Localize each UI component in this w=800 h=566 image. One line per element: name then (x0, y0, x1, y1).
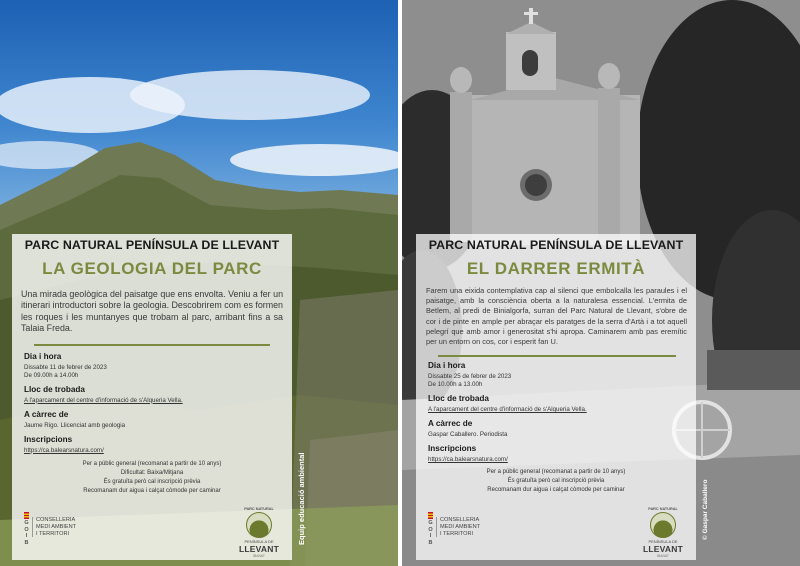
note-line: Recomanam dur aigua i calçat còmode per caminar (487, 487, 625, 494)
govern-logo (24, 512, 76, 546)
gov-letter: I (429, 533, 432, 540)
park-logo (640, 507, 686, 558)
guide-heading: A càrrec de (428, 419, 473, 429)
note-line: És gratuïta però cal inscripció prèvia (507, 478, 605, 485)
park-logo-name: LLEVANT (643, 544, 683, 554)
activity-description: Una mirada geològica del paisatge que ens envolta. Veniu a fer un itinerari introductori sobre la geologia. Descobrirem com es formen les roques i les muntanyes que trobam al parc, arribant fins a sa Talaia Freda. (21, 289, 283, 334)
note-line: Recomanam dur aigua i calçat còmode per caminar (83, 487, 221, 494)
gov-letter: B (24, 539, 29, 546)
time-value: De 10.00h a 13.00h (428, 381, 483, 389)
meeting-value: A l'aparcament del centre d'informació de s'Alqueria Vella. (24, 396, 183, 404)
activity-title: EL DARRER ERMITÀ (466, 259, 646, 278)
meeting-value: A l'aparcament del centre d'informació de s'Alqueria Vella. (428, 406, 587, 414)
poster-geologia (0, 0, 398, 566)
park-logo-sub: IBANAT (657, 554, 669, 558)
guide-heading: A càrrec de (24, 409, 69, 419)
note-line: Dificultat: Baixa/Mitjana (120, 469, 184, 476)
govern-letters (24, 512, 29, 546)
notes (416, 468, 696, 495)
gov-text-line: I TERRITORI (440, 530, 474, 537)
meeting-section (24, 385, 292, 404)
signup-link[interactable]: https://ca.balearsnatura.com/ (24, 446, 104, 454)
note-line: Per a públic general (recomanat a partir de 10 anys) (486, 469, 626, 476)
signup-section (428, 444, 696, 463)
govern-logo (428, 512, 480, 546)
signup-link[interactable]: https://ca.balearsnatura.com/ (428, 456, 508, 464)
signup-heading: Inscripcions (24, 434, 73, 444)
side-credit: © Gaspar Caballero (702, 479, 709, 540)
side-credit: Equip educació ambiental (297, 452, 306, 545)
gov-text-line: CONSELLERIA (440, 517, 480, 524)
meeting-heading: Lloc de trobada (24, 384, 85, 394)
park-emblem-icon (650, 512, 676, 538)
time-value: De 09.00h a 14.00h (24, 371, 79, 379)
note-line: Per a públic general (recomanat a partir de 10 anys) (82, 460, 222, 467)
park-title: PARC NATURAL PENÍNSULA DE LLEVANT (428, 238, 684, 252)
gov-letter: O (24, 526, 29, 533)
gov-text-line: MEDI AMBIENT (440, 523, 481, 530)
date-heading: Dia i hora (428, 361, 466, 371)
note-line: És gratuïta però cal inscripció prèvia (103, 478, 201, 485)
park-logo-top: PARC NATURAL (244, 507, 274, 511)
gov-letter: G (24, 520, 29, 527)
date-heading: Dia i hora (24, 351, 62, 361)
park-logo-top: PARC NATURAL (648, 507, 678, 511)
signup-heading: Inscripcions (428, 444, 477, 454)
meeting-heading: Lloc de trobada (428, 394, 489, 404)
gov-text-line: I TERRITORI (36, 530, 70, 537)
govern-letters (428, 512, 433, 546)
park-title: PARC NATURAL PENÍNSULA DE LLEVANT (24, 238, 280, 252)
park-logo-mid: PENÍNSULA DE (648, 539, 678, 544)
park-logo-sub: IBANAT (253, 554, 265, 558)
guide-value: Gaspar Caballero. Periodista (428, 431, 508, 439)
govern-text (436, 517, 480, 537)
gov-text-line: CONSELLERIA (36, 517, 76, 524)
park-emblem-icon (246, 512, 272, 538)
divider (438, 355, 676, 357)
park-logo-mid: PENÍNSULA DE (244, 539, 274, 544)
poster-ermita (402, 0, 800, 566)
divider (34, 344, 270, 346)
meeting-section (428, 394, 696, 413)
guide-value: Jaume Rigo. Llicenciat amb geologia (24, 421, 126, 429)
park-logo (236, 507, 282, 558)
gov-letter: I (25, 533, 28, 540)
date-section (428, 361, 696, 388)
gov-letter: O (428, 526, 433, 533)
activity-title: LA GEOLOGIA DEL PARC (42, 259, 262, 278)
date-section (24, 352, 292, 379)
date-value: Dissabte 11 de febrer de 2023 (24, 363, 107, 371)
date-value: Dissabte 25 de febrer de 2023 (428, 373, 512, 381)
park-logo-name: LLEVANT (239, 544, 279, 554)
activity-description: Farem una eixida contemplativa cap al silenci que embolcalla les paraules i el paisatge, amb la consciència oberta a la naturalesa essencial. L'ermita de Betlem, al predi de Binialgorfa, surran del Parc Natural de Llevant, s'obre de cor i de pinte en ample per abraçar els paratges de la serra d'Artà i a tot aquell pelegrí que amb amor i generositat s'hi apropa. Caminarem amb pas eremític per un entorn on cos, cor i esperit fan U. (426, 286, 687, 347)
flag-icon (24, 512, 29, 519)
gov-text-line: MEDI AMBIENT (36, 523, 77, 530)
signup-section (24, 435, 292, 454)
guide-section (24, 410, 292, 429)
govern-text (32, 517, 76, 537)
guide-section (428, 419, 696, 438)
gov-letter: G (428, 520, 433, 527)
flag-icon (428, 512, 433, 519)
notes (12, 460, 292, 496)
gov-letter: B (428, 539, 433, 546)
